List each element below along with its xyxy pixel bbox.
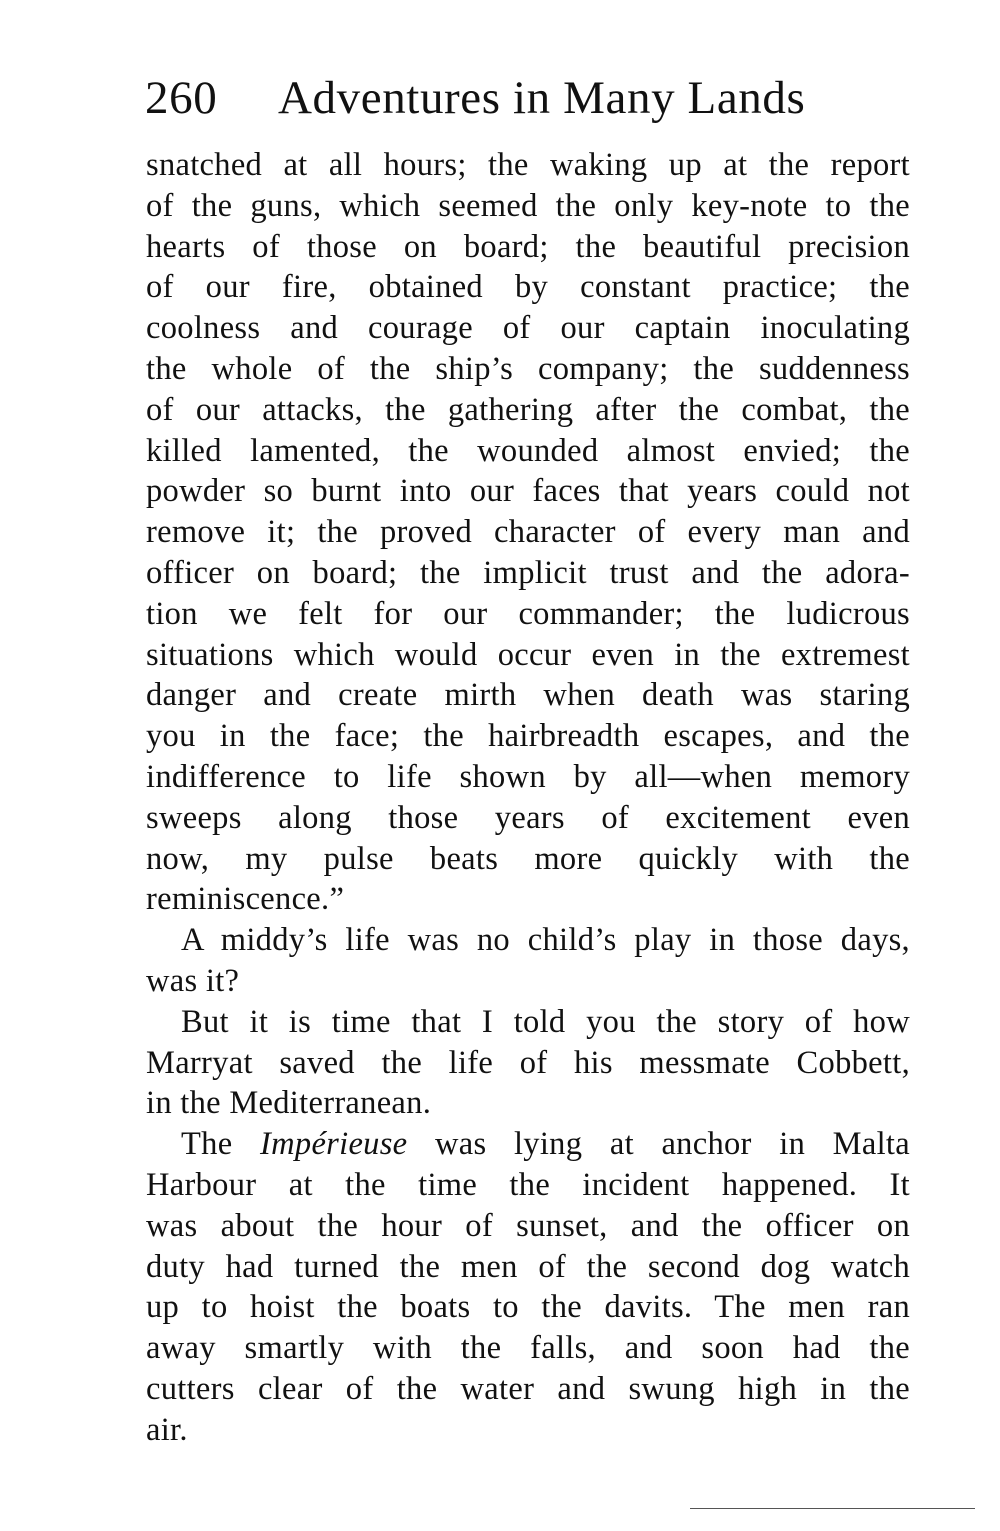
- text-line: of our attacks, the gathering after the combat, the: [146, 391, 910, 428]
- text-line: indifference to life shown by all—when memory: [146, 758, 910, 795]
- text-line: officer on board; the implicit trust and the adora-: [146, 554, 910, 591]
- text-line: snatched at all hours; the waking up at the report: [146, 147, 910, 183]
- text-line: you in the face; the hairbreadth escapes, and the: [146, 718, 910, 755]
- text-line: up to hoist the boats to the davits. The men ran: [146, 1289, 910, 1326]
- text-line: killed lamented, the wounded almost envied; the: [146, 432, 910, 469]
- text-line: A middy’s life was no child’s play in those days,: [181, 922, 910, 959]
- text-line: But it is time that I told you the story of how: [181, 1003, 910, 1040]
- ship-name: Impérieuse: [260, 1126, 408, 1163]
- text-line: reminiscence.”: [146, 881, 345, 918]
- running-title: Adventures in Many Lands: [278, 72, 806, 124]
- text-line: Marryat saved the life of his messmate Cobbett,: [146, 1044, 910, 1081]
- text-line: coolness and courage of our captain inoculating: [146, 310, 910, 347]
- text-line: now, my pulse beats more quickly with the: [146, 840, 910, 877]
- text-line: remove it; the proved character of every man and: [146, 514, 910, 551]
- text-line: in the Mediterranean.: [146, 1085, 432, 1122]
- text-line: away smartly with the falls, and soon had the: [146, 1330, 910, 1367]
- text-run: was lying at anchor in Malta: [407, 1126, 910, 1163]
- text-line: situations which would occur even in the extremest: [146, 636, 910, 673]
- text-line: danger and create mirth when death was staring: [146, 677, 910, 714]
- text-line: air.: [146, 1411, 188, 1448]
- text-line: [146, 1124, 910, 1165]
- text-line: was it?: [146, 962, 240, 999]
- page-number: 260: [145, 72, 218, 124]
- text-line: powder so burnt into our faces that years could not: [146, 473, 910, 510]
- text-line: hearts of those on board; the beautiful precision: [146, 228, 910, 265]
- running-head: [145, 68, 900, 128]
- text-line: the whole of the ship’s company; the suddenness: [146, 350, 910, 387]
- body-text: [146, 145, 910, 1451]
- footer-rule: [690, 1508, 975, 1509]
- text-line: Harbour at the time the incident happened. It: [146, 1166, 910, 1203]
- text-line: cutters clear of the water and swung high in the: [146, 1370, 910, 1407]
- text-line: of the guns, which seemed the only key-note to the: [146, 187, 910, 224]
- text-line: tion we felt for our commander; the ludicrous: [146, 595, 910, 632]
- text-run: The: [181, 1126, 260, 1163]
- text-line: of our fire, obtained by constant practice; the: [146, 269, 910, 306]
- text-line: sweeps along those years of excitement even: [146, 799, 910, 836]
- text-line: duty had turned the men of the second dog watch: [146, 1248, 910, 1285]
- text-line: was about the hour of sunset, and the officer on: [146, 1207, 910, 1244]
